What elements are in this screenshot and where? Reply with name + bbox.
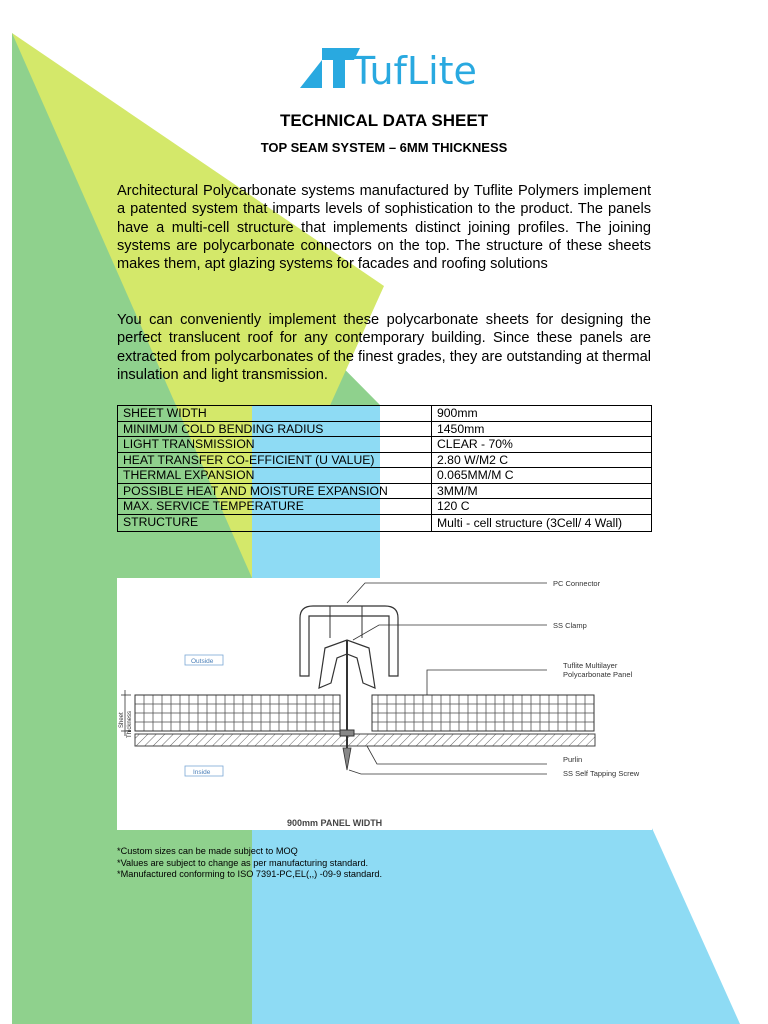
spec-label: SHEET WIDTH — [118, 406, 432, 422]
page-subtitle: TOP SEAM SYSTEM – 6MM THICKNESS — [260, 140, 508, 155]
spec-row — [118, 499, 652, 515]
label-purlin: Purlin — [563, 755, 583, 764]
intro-paragraph: Architectural Polycarbonate systems manufactured by Tuflite Polymers implement a patented system that imparts levels of sophistication to the product. The panels have a multi-cell structure that implements distinct joining profiles. The joining systems are polycarbonate connectors on the top. The structure of these sheets makes them, apt glazing systems for facades and roofing solutions — [117, 183, 651, 273]
panel-left — [135, 695, 340, 731]
spec-label: STRUCTURE — [118, 514, 432, 532]
label-panel-line1: Tuflite Multilayer — [563, 661, 618, 670]
label-ss-clamp: SS Clamp — [553, 621, 587, 630]
footnote: *Custom sizes can be made subject to MOQ — [117, 846, 298, 856]
spec-label: MAX. SERVICE TEMPERATURE — [118, 499, 432, 515]
spec-label: THERMAL EXPANSION — [118, 468, 432, 484]
spec-label: LIGHT TRANSMISSION — [118, 437, 432, 453]
spec-row — [118, 421, 652, 437]
section-diagram — [117, 578, 652, 830]
spec-value: Multi - cell structure (3Cell/ 4 Wall) — [432, 514, 652, 532]
spec-value: 900mm — [432, 406, 652, 422]
label-inside: Inside — [193, 769, 211, 776]
page-title: TECHNICAL DATA SHEET — [279, 111, 489, 130]
spec-value: 120 C — [432, 499, 652, 515]
label-thickness-line2: Thickness — [127, 710, 133, 738]
spec-value: 3MM/M — [432, 483, 652, 499]
spec-row — [118, 406, 652, 422]
spec-label: POSSIBLE HEAT AND MOISTURE EXPANSION — [118, 483, 432, 499]
label-thickness-line1: Sheet — [119, 712, 125, 728]
label-screw: SS Self Tapping Screw — [563, 769, 640, 778]
spec-value: CLEAR - 70% — [432, 437, 652, 453]
footnote: *Values are subject to change as per manufacturing standard. — [117, 857, 369, 868]
spec-label: HEAT TRANSFER CO-EFFICIENT (U VALUE) — [118, 452, 432, 468]
benefits-paragraph: You can conveniently implement these polycarbonate sheets for designing the perfect translucent roof for any contemporary building. Since these panels are extracted from polycarbonates of the finest grades, they are outstanding at thermal insulation and light transmission. — [117, 312, 651, 383]
label-panel-width: 900mm PANEL WIDTH — [287, 818, 383, 828]
label-panel-line2: Polycarbonate Panel — [563, 670, 633, 679]
spec-value: 2.80 W/M2 C — [432, 452, 652, 468]
screw-head — [340, 730, 354, 736]
panel-right — [372, 695, 594, 731]
footnote: *Manufactured conforming to ISO 7391-PC,EL(,,) -09-9 standard. — [117, 869, 383, 879]
label-outside: Outside — [191, 658, 214, 665]
spec-value: 0.065MM/M C — [432, 468, 652, 484]
spec-row — [118, 437, 652, 453]
screw-shank — [343, 748, 351, 770]
spec-label: MINIMUM COLD BENDING RADIUS — [118, 421, 432, 437]
purlin — [135, 734, 595, 746]
spec-value: 1450mm — [432, 421, 652, 437]
logo-text: TufLite — [352, 49, 477, 92]
spec-row — [118, 514, 652, 532]
spec-row — [118, 483, 652, 499]
spec-row — [118, 452, 652, 468]
label-pc-connector: PC Connector — [553, 579, 601, 588]
footnotes — [117, 846, 382, 881]
spec-row — [118, 468, 652, 484]
top-seam-drawing — [117, 578, 652, 830]
tuflite-logo — [300, 38, 500, 92]
spec-table — [117, 405, 652, 532]
